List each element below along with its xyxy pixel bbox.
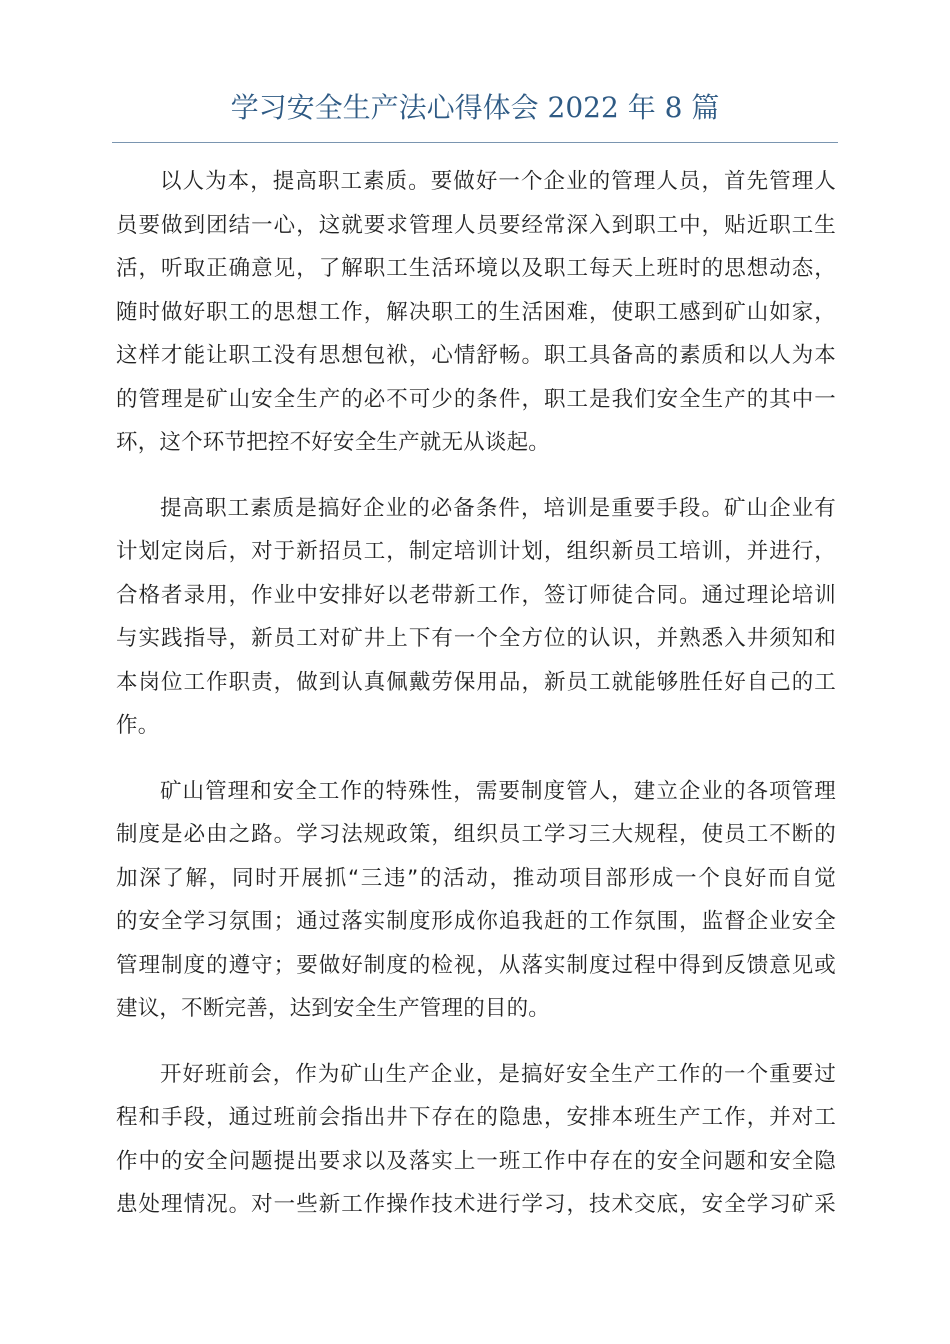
text-line: 提高职工素质是搞好企业的必备条件，培训是重要手段。矿山企业有 (160, 495, 836, 521)
paragraph (116, 1053, 836, 1227)
text-line: 管理制度的遵守；要做好制度的检视，从落实制度过程中得到反馈意见或 (116, 952, 836, 978)
text-line: 的管理是矿山安全生产的必不可少的条件，职工是我们安全生产的其中一 (116, 386, 836, 412)
title-divider (112, 142, 838, 143)
paragraph (116, 770, 836, 1031)
paragraph (116, 160, 836, 465)
paragraph-gap (116, 465, 836, 487)
text-line: 建议，不断完善，达到安全生产管理的目的。 (116, 996, 551, 1021)
text-line: 随时做好职工的思想工作，解决职工的生活困难，使职工感到矿山如家， (116, 299, 836, 325)
text-line: 的安全学习氛围；通过落实制度形成你追我赶的工作氛围，监督企业安全 (116, 909, 836, 934)
text-line: 与实践指导，新员工对矿井上下有一个全方位的认识，并熟悉入井须知和 (116, 626, 836, 651)
text-line: 本岗位工作职责，做到认真佩戴劳保用品，新员工就能够胜任好自己的工 (116, 669, 836, 695)
text-line: 员要做到团结一心，这就要求管理人员要经常深入到职工中，贴近职工生 (116, 212, 836, 238)
text-line: 制度是必由之路。学习法规政策，组织员工学习三大规程，使员工不断的 (116, 822, 836, 847)
text-line: 活，听取正确意见，了解职工生活环境以及职工每天上班时的思想动态， (116, 256, 836, 281)
text-line: 开好班前会，作为矿山生产企业，是搞好安全生产工作的一个重要过 (160, 1061, 836, 1087)
text-line: 矿山管理和安全工作的特殊性，需要制度管人，建立企业的各项管理 (160, 778, 836, 804)
text-line: 合格者录用，作业中安排好以老带新工作，签订师徒合同。通过理论培训 (116, 582, 836, 608)
document-title: 学习安全生产法心得体会 2022 年 8 篇 (230, 91, 720, 124)
paragraph-gap (116, 748, 836, 770)
text-line: 作。 (116, 713, 160, 738)
paragraph-gap (116, 1031, 836, 1053)
text-line: 程和手段，通过班前会指出井下存在的隐患，安排本班生产工作，并对工 (116, 1105, 836, 1130)
paragraph (116, 487, 836, 748)
text-line: 环，这个环节把控不好安全生产就无从谈起。 (116, 430, 551, 455)
document-body (116, 160, 836, 1227)
text-line: 作中的安全问题提出要求以及落实上一班工作中存在的安全问题和安全隐 (116, 1148, 836, 1174)
text-line: 以人为本，提高职工素质。要做好一个企业的管理人员，首先管理人 (160, 169, 836, 194)
text-line: 加深了解，同时开展抓“三违”的活动，推动项目部形成一个良好而自觉 (116, 865, 836, 891)
text-line: 患处理情况。对一些新工作操作技术进行学习，技术交底，安全学习矿采 (116, 1192, 836, 1217)
text-line: 计划定岗后，对于新招员工，制定培训计划，组织新员工培训，并进行， (116, 539, 836, 564)
text-line: 这样才能让职工没有思想包袱，心情舒畅。职工具备高的素质和以人为本 (116, 343, 836, 368)
